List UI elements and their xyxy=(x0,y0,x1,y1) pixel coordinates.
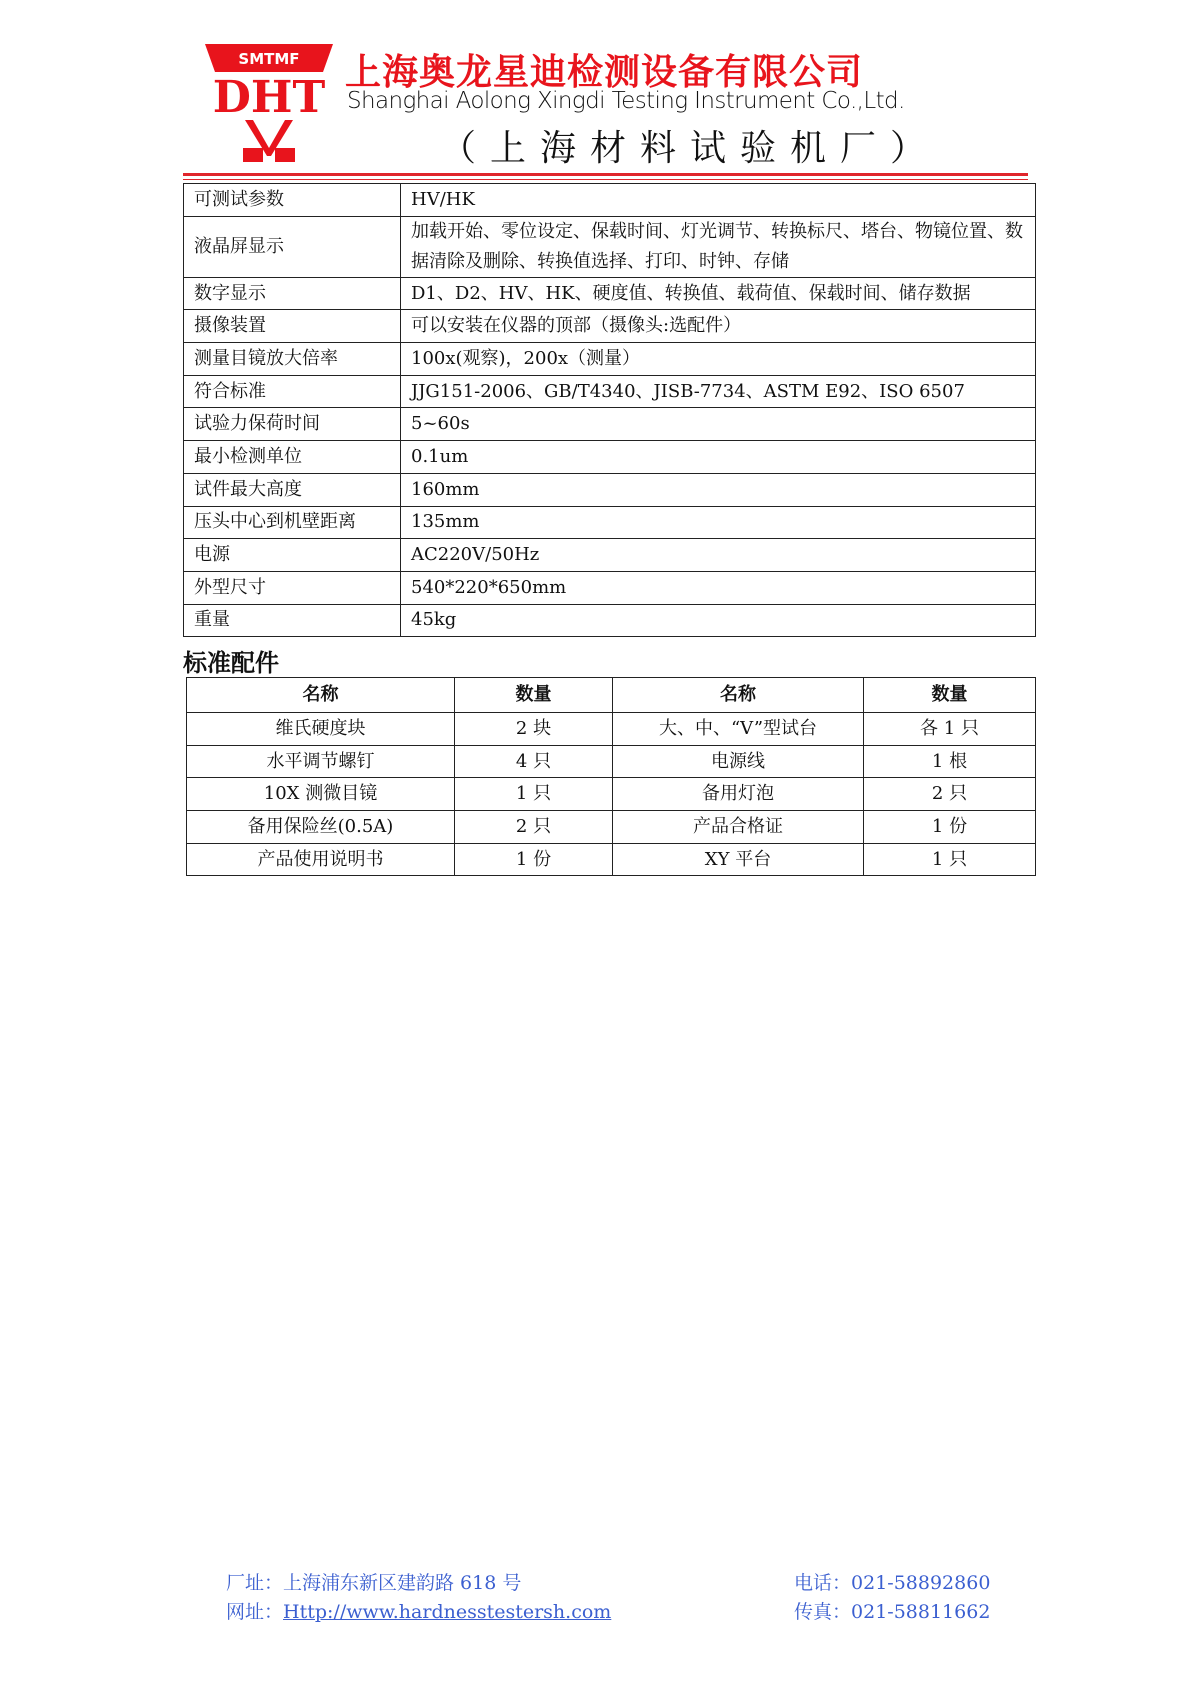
spec-key: 试件最大高度 xyxy=(184,473,401,506)
accessory-qty: 2 只 xyxy=(864,778,1036,811)
accessory-name: 产品合格证 xyxy=(613,811,864,844)
table-row xyxy=(184,408,1036,441)
company-logo xyxy=(205,44,333,164)
spec-key: 液晶屏显示 xyxy=(184,216,401,277)
footer-fax xyxy=(794,1597,990,1624)
accessory-qty: 1 根 xyxy=(864,745,1036,778)
header-name: 名称 xyxy=(613,678,864,713)
accessory-name: 10X 测微目镜 xyxy=(187,778,455,811)
table-row xyxy=(184,506,1036,539)
company-name-en: Shanghai Aolong Xingdi Testing Instrument Co.,Ltd. xyxy=(347,88,905,114)
table-row xyxy=(184,343,1036,376)
accessory-qty: 1 只 xyxy=(864,843,1036,876)
table-row xyxy=(184,473,1036,506)
spec-value: 5~60s xyxy=(401,408,1036,441)
accessory-name: XY 平台 xyxy=(613,843,864,876)
phone-value: 021-58892860 xyxy=(851,1572,991,1594)
company-name-cn: 上海奥龙星迪检测设备有限公司 xyxy=(345,52,864,93)
table-row xyxy=(187,843,1036,876)
spec-value: 45kg xyxy=(401,604,1036,637)
spec-key: 符合标准 xyxy=(184,375,401,408)
svg-text:DHT: DHT xyxy=(212,72,326,123)
company-subtitle: （上海材料试验机厂） xyxy=(440,128,941,169)
accessory-qty: 1 份 xyxy=(455,843,613,876)
website-link[interactable]: Http://www.hardnesstestersh.com xyxy=(283,1601,612,1623)
header-divider xyxy=(183,173,1028,176)
spec-key: 可测试参数 xyxy=(184,184,401,217)
accessory-qty: 2 块 xyxy=(455,713,613,746)
accessory-qty: 2 只 xyxy=(455,811,613,844)
accessory-name: 维氏硬度块 xyxy=(187,713,455,746)
table-row xyxy=(187,811,1036,844)
accessory-qty: 1 只 xyxy=(455,778,613,811)
spec-table xyxy=(183,183,1036,637)
svg-text:SMTMF: SMTMF xyxy=(238,50,300,68)
table-row xyxy=(187,745,1036,778)
phone-label: 电话： xyxy=(794,1572,852,1594)
table-row xyxy=(184,184,1036,217)
table-row xyxy=(187,713,1036,746)
accessory-name: 大、中、“V”型试台 xyxy=(613,713,864,746)
spec-value: 135mm xyxy=(401,506,1036,539)
table-row xyxy=(184,604,1036,637)
spec-key: 数字显示 xyxy=(184,277,401,310)
accessory-name: 备用灯泡 xyxy=(613,778,864,811)
spec-value: 0.1um xyxy=(401,441,1036,474)
accessory-qty: 各 1 只 xyxy=(864,713,1036,746)
accessory-name: 产品使用说明书 xyxy=(187,843,455,876)
table-row xyxy=(184,375,1036,408)
footer-address xyxy=(226,1568,521,1595)
accessory-name: 水平调节螺钉 xyxy=(187,745,455,778)
address-label: 厂址： xyxy=(226,1572,284,1594)
spec-value: D1、D2、HV、HK、硬度值、转换值、载荷值、保载时间、储存数据 xyxy=(401,277,1036,310)
spec-value: HV/HK xyxy=(401,184,1036,217)
accessories-table xyxy=(186,677,1036,876)
table-row xyxy=(184,441,1036,474)
accessory-name: 备用保险丝(0.5A) xyxy=(187,811,455,844)
spec-key: 测量目镜放大倍率 xyxy=(184,343,401,376)
spec-key: 电源 xyxy=(184,539,401,572)
header-divider-thin xyxy=(183,179,1028,180)
spec-key: 重量 xyxy=(184,604,401,637)
spec-key: 压头中心到机壁距离 xyxy=(184,506,401,539)
spec-key: 摄像装置 xyxy=(184,310,401,343)
spec-key: 最小检测单位 xyxy=(184,441,401,474)
footer-website xyxy=(226,1597,611,1624)
header-qty: 数量 xyxy=(864,678,1036,713)
spec-value: AC220V/50Hz xyxy=(401,539,1036,572)
table-row xyxy=(187,778,1036,811)
spec-value: 可以安装在仪器的顶部（摄像头:选配件） xyxy=(401,310,1036,343)
table-row xyxy=(184,310,1036,343)
table-row xyxy=(184,277,1036,310)
fax-value: 021-58811662 xyxy=(851,1601,991,1623)
table-header-row xyxy=(187,678,1036,713)
spec-key: 外型尺寸 xyxy=(184,571,401,604)
accessory-qty: 4 只 xyxy=(455,745,613,778)
spec-key: 试验力保荷时间 xyxy=(184,408,401,441)
fax-label: 传真： xyxy=(794,1601,852,1623)
header-qty: 数量 xyxy=(455,678,613,713)
accessories-heading: 标准配件 xyxy=(183,649,279,677)
spec-value: 540*220*650mm xyxy=(401,571,1036,604)
footer-phone xyxy=(794,1568,990,1595)
accessory-qty: 1 份 xyxy=(864,811,1036,844)
header-name: 名称 xyxy=(187,678,455,713)
accessory-name: 电源线 xyxy=(613,745,864,778)
spec-value: JJG151-2006、GB/T4340、JISB-7734、ASTM E92、ISO 6507 xyxy=(401,375,1036,408)
spec-value: 160mm xyxy=(401,473,1036,506)
table-row xyxy=(184,539,1036,572)
address-value: 上海浦东新区建韵路 618 号 xyxy=(283,1572,522,1594)
table-row xyxy=(184,216,1036,277)
website-label: 网址： xyxy=(226,1601,284,1623)
table-row xyxy=(184,571,1036,604)
spec-value: 加载开始、零位设定、保载时间、灯光调节、转换标尺、塔台、物镜位置、数据清除及删除、转换值选择、打印、时钟、存储 xyxy=(401,216,1036,277)
spec-value: 100x(观察)，200x（测量） xyxy=(401,343,1036,376)
